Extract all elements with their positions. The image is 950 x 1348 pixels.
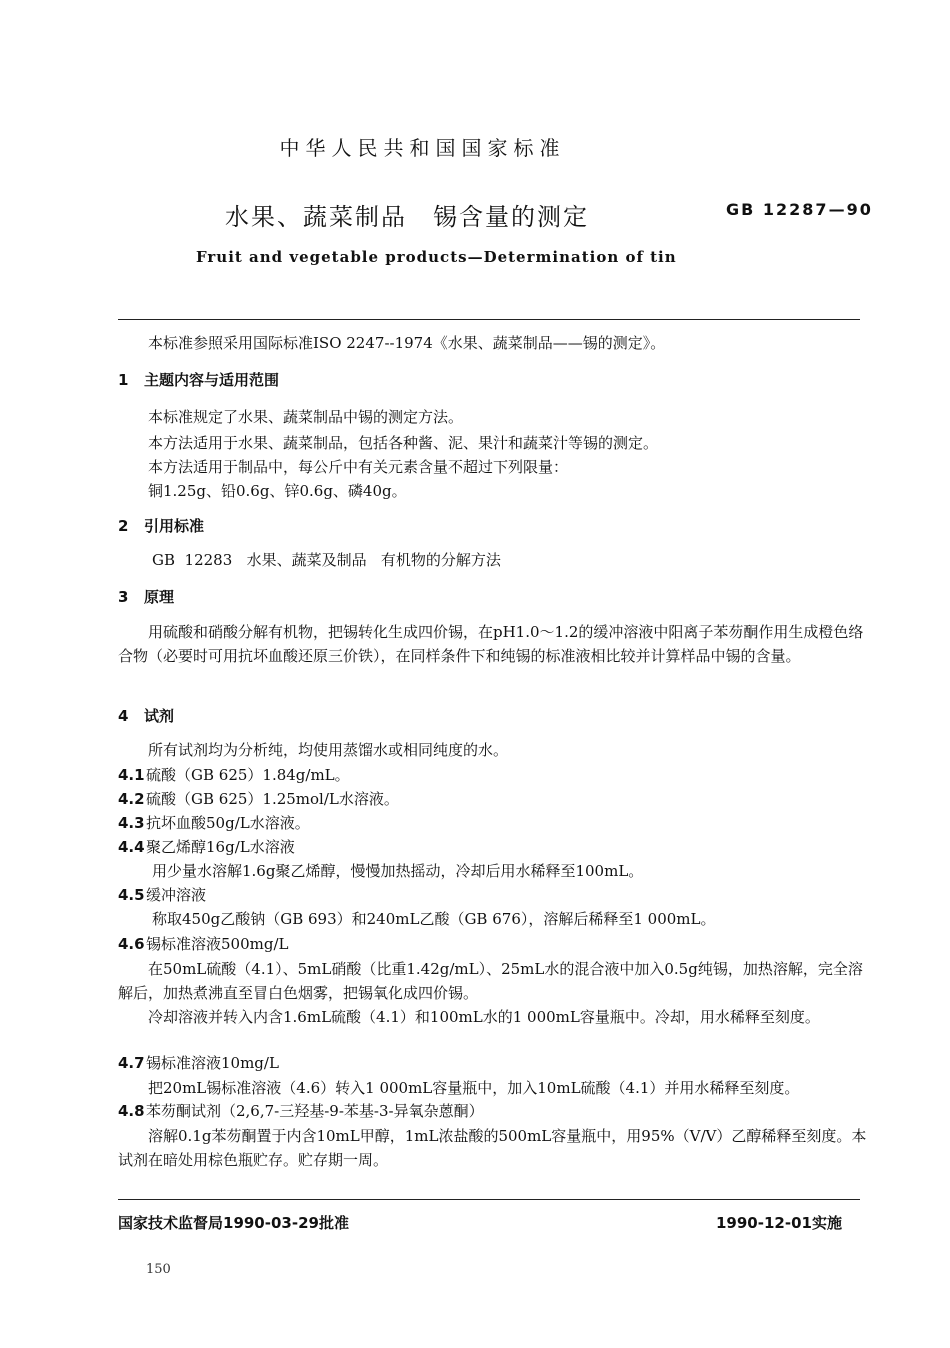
section-3-paragraph: 用硫酸和硝酸分解有机物，把锡转化生成四价锡，在pH1.0～1.2的缓冲溶液中阳离子苯芴酮作用生成橙色络合物（必要时可用抗坏血酸还原三价铁），在同样条件下和纯锡的标准液相比较并计算样品中锡的含量。 [118,623,864,665]
reagent-text: 锡标准溶液10mg/L [146,1054,279,1072]
title-cn-part1: 水果、蔬菜制品 [225,203,407,231]
title-cn-part2: 锡含量的测定 [433,203,589,231]
reagent-number: 4.3 [118,814,145,832]
reagent-4-6-paragraph-2: 冷却溶液并转入内含1.6mL硫酸（4.1）和100mL水的1 000mL容量瓶中。冷却，用水稀释至刻度。 [148,1008,820,1026]
reagent-item [118,813,310,833]
section-1-line-4: 铜1.25g、铅0.6g、锌0.6g、磷40g。 [148,482,407,500]
reagent-item [118,1053,279,1073]
reagent-4-7-description: 把20mL锡标准溶液（4.6）转入1 000mL容量瓶中，加入10mL硫酸（4.1）并用水稀释至刻度。 [148,1079,800,1097]
reagent-text: 锡标准溶液500mg/L [146,935,289,953]
reagent-number: 4.8 [118,1102,145,1120]
reagent-number: 4.4 [118,838,145,856]
reagent-text: 硫酸（GB 625）1.25mol/L水溶液。 [146,790,399,808]
intro-text: 本标准参照采用国际标准ISO 2247--1974《水果、蔬菜制品——锡的测定》。 [148,334,666,352]
document-title-cn [225,197,589,232]
section-4-intro: 所有试剂均为分析纯，均使用蒸馏水或相同纯度的水。 [148,741,509,759]
national-standard-heading: 中华人民共和国国家标准 [279,136,566,160]
bottom-divider [118,1199,860,1200]
section-4-heading [118,706,174,726]
reagent-text: 缓冲溶液 [146,886,207,904]
section-3-heading [118,587,174,607]
section-2-heading [118,516,204,536]
section-1-heading [118,370,279,390]
section-3-title: 原理 [144,588,175,606]
reagent-text: 硫酸（GB 625）1.84g/mL。 [146,766,350,784]
reagent-number: 4.7 [118,1054,145,1072]
reagent-4-6-paragraph-1: 在50mL硫酸（4.1）、5mL硝酸（比重1.42g/mL）、25mL水的混合液中加入0.5g纯锡，加热溶解，完全溶解后，加热煮沸直至冒白色烟雾，把锡氧化成四价锡。 [118,960,863,1002]
reagent-number: 4.1 [118,766,145,784]
reagent-text: 抗坏血酸50g/L水溶液。 [146,814,310,832]
reagent-item [118,837,295,857]
section-1-number: 1 [118,371,129,389]
reagent-item [118,934,288,954]
section-2-reference: GB 12283 水果、蔬菜及制品 有机物的分解方法 [152,551,501,569]
reagent-4-4-description: 用少量水溶解1.6g聚乙烯醇，慢慢加热摇动，冷却后用水稀释至100mL。 [152,862,644,880]
top-divider [118,319,860,320]
reagent-text: 聚乙烯醇16g/L水溶液 [146,838,295,856]
section-1-line-2: 本方法适用于水果、蔬菜制品，包括各种酱、泥、果汁和蔬菜汁等锡的测定。 [148,434,659,452]
reagent-4-5-description: 称取450g乙酸钠（GB 693）和240mL乙酸（GB 676），溶解后稀释至1 000mL。 [152,910,716,928]
reagent-text: 苯芴酮试剂（2,6,7-三羟基-9-苯基-3-异氧杂蒽酮） [146,1102,484,1120]
reagent-item [118,1101,484,1121]
standard-code: GB 12287—90 [726,200,873,219]
section-1-line-1: 本标准规定了水果、蔬菜制品中锡的测定方法。 [148,408,464,426]
reagent-item [118,789,399,809]
reagent-number: 4.2 [118,790,145,808]
page-number: 150 [146,1262,171,1277]
section-3-number: 3 [118,588,129,606]
section-2-title: 引用标准 [144,517,205,535]
reagent-4-8-paragraph: 溶解0.1g苯芴酮置于内含10mL甲醇，1mL浓盐酸的500mL容量瓶中，用95%（V/V）乙醇稀释至刻度。本试剂在暗处用棕色瓶贮存。贮存期一周。 [118,1127,867,1169]
document-title-en: Fruit and vegetable products—Determination of tin [196,248,677,266]
section-4-number: 4 [118,707,129,725]
reagent-item [118,885,206,905]
section-4-title: 试剂 [144,707,175,725]
section-1-line-3: 本方法适用于制品中，每公斤中有关元素含量不超过下列限量： [148,458,569,476]
approval-date: 国家技术监督局1990-03-29批准 [118,1214,349,1232]
effective-date: 1990-12-01实施 [716,1214,842,1232]
reagent-number: 4.5 [118,886,145,904]
reagent-number: 4.6 [118,935,145,953]
reagent-item [118,765,350,785]
section-1-title: 主题内容与适用范围 [144,371,280,389]
section-2-number: 2 [118,517,129,535]
